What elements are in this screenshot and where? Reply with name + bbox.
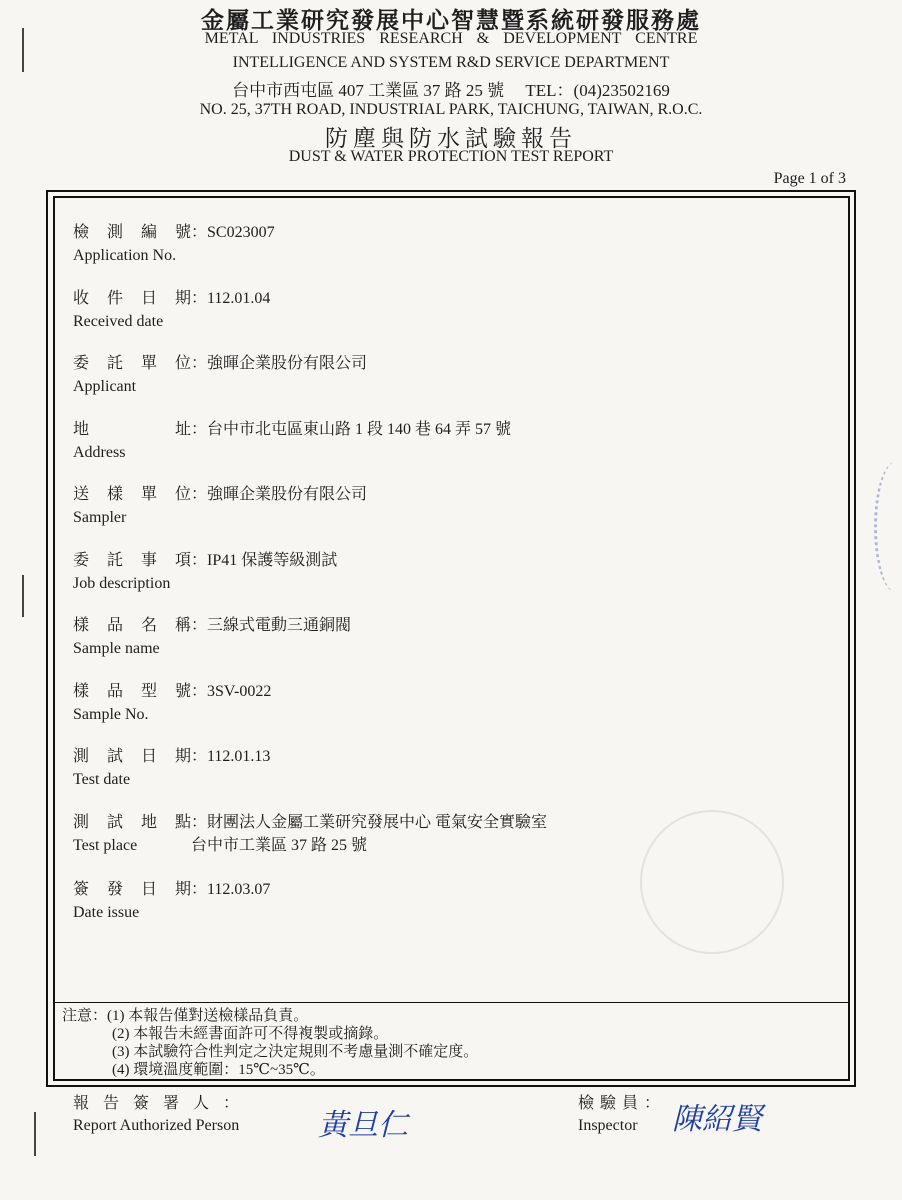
field-label-zh: 測試地點 (73, 814, 191, 831)
field-label-en: Received date (73, 313, 164, 330)
field-label-zh: 測試日期 (73, 748, 191, 765)
report-title-en: DUST & WATER PROTECTION TEST REPORT (288, 148, 614, 165)
note-item: (3) 本試驗符合性判定之決定規則不考慮量測不確定度。 (112, 1044, 479, 1060)
address-en: NO. 25, 37TH ROAD, INDUSTRIAL PARK, TAICHUNG, TAIWAN, R.O.C. (199, 101, 703, 118)
faint-seal-stamp (640, 810, 784, 954)
field-label-zh: 收件日期 (73, 290, 191, 307)
page-number: Page 1 of 3 (773, 170, 846, 187)
report-title-zh: 防塵與防水試驗報告 (325, 126, 577, 151)
field-label-en: Test date (73, 771, 131, 788)
field-test-place: 測試地點：財團法人金屬工業研究發展中心 電氣安全實驗室 Test place 台中市工業區 37 路 25 號 (73, 813, 547, 876)
field-label-en: Applicant (73, 378, 137, 395)
margin-mark (22, 575, 24, 617)
inspector-signature: 陳紹賢 (672, 1102, 762, 1137)
field-label-zh: 檢測編號 (73, 224, 191, 241)
inspector-label-en: Inspector (578, 1117, 638, 1134)
institution-title: 金屬工業研究發展中心智慧暨系統研發服務處 (201, 8, 701, 33)
field-label-en: Sampler (73, 509, 127, 526)
note-item: (4) 環境溫度範圍：15℃~35℃。 (112, 1062, 325, 1078)
notes-divider (53, 1002, 850, 1003)
field-job-description: 委託事項：IP41 保護等級測試 Job description (73, 552, 338, 592)
authorized-label-en: Report Authorized Person (73, 1117, 240, 1134)
field-label-en: Address (73, 444, 126, 461)
field-label-en: Test place (73, 837, 138, 854)
field-value: 112.01.13 (207, 748, 271, 765)
field-label-zh: 委託單位 (73, 355, 191, 372)
institution-name-en: METAL INDUSTRIES RESEARCH & DEVELOPMENT CENTRE (204, 30, 698, 47)
field-label-en: Date issue (73, 904, 140, 921)
authorized-person-label (73, 1093, 253, 1137)
field-label-zh: 地址 (73, 421, 191, 438)
field-label-zh: 樣品名稱 (73, 617, 191, 634)
blue-stamp-mark (874, 462, 902, 592)
notes-prefix: 注意： (62, 1008, 108, 1024)
field-label-en: Job description (73, 575, 171, 592)
field-value: 三線式電動三通銅閥 (207, 617, 352, 634)
field-application-no: 檢測編號：SC023007 Application No. (73, 224, 275, 264)
field-value: 3SV-0022 (207, 683, 272, 700)
field-value: 台中市北屯區東山路 1 段 140 巷 64 弄 57 號 (207, 421, 512, 438)
address-zh: 台中市西屯區 407 工業區 37 路 25 號 TEL：(04)23502169 (232, 81, 670, 100)
note-item: (2) 本報告未經書面許可不得複製或摘錄。 (112, 1026, 389, 1042)
margin-mark (22, 28, 24, 72)
field-value: SC023007 (207, 224, 275, 241)
margin-mark (34, 1112, 36, 1156)
field-test-date: 測試日期：112.01.13 Test date (73, 748, 271, 788)
authorized-label-zh: 報告簽署人： (73, 1095, 254, 1112)
authorized-signature: 黃旦仁 (318, 1108, 408, 1143)
field-value: 112.01.04 (207, 290, 271, 307)
field-value: 112.03.07 (207, 881, 271, 898)
field-label-zh: 簽發日期 (73, 881, 191, 898)
field-applicant: 委託單位：強暉企業股份有限公司 Applicant (73, 355, 368, 395)
inspector-label (578, 1093, 666, 1137)
field-label-en: Application No. (73, 247, 177, 264)
field-date-issue: 簽發日期：112.03.07 Date issue (73, 881, 271, 921)
department-name-en: INTELLIGENCE AND SYSTEM R&D SERVICE DEPARTMENT (232, 54, 670, 71)
field-value: 強暉企業股份有限公司 (207, 355, 368, 372)
field-value: 財團法人金屬工業研究發展中心 電氣安全實驗室 (207, 814, 548, 831)
field-label-zh: 樣品型號 (73, 683, 191, 700)
field-label-zh: 委託事項 (73, 552, 191, 569)
inspector-label-zh: 檢驗員： (578, 1095, 667, 1112)
field-received-date: 收件日期：112.01.04 Received date (73, 290, 271, 330)
field-value: IP41 保護等級測試 (207, 552, 338, 569)
field-sampler: 送樣單位：強暉企業股份有限公司 Sampler (73, 486, 368, 526)
field-label-en: Sample name (73, 640, 160, 657)
field-address: 地址：台中市北屯區東山路 1 段 140 巷 64 弄 57 號 Address (73, 421, 512, 461)
field-label-en: Sample No. (73, 706, 149, 723)
note-item: (1) 本報告僅對送檢樣品負責。 (107, 1008, 309, 1024)
field-value: 強暉企業股份有限公司 (207, 486, 368, 503)
field-sample-no: 樣品型號：3SV-0022 Sample No. (73, 683, 272, 723)
field-value-line2: 台中市工業區 37 路 25 號 (191, 837, 368, 854)
field-sample-name: 樣品名稱：三線式電動三通銅閥 Sample name (73, 617, 352, 657)
notes-section (62, 1007, 478, 1079)
field-label-zh: 送樣單位 (73, 486, 191, 503)
